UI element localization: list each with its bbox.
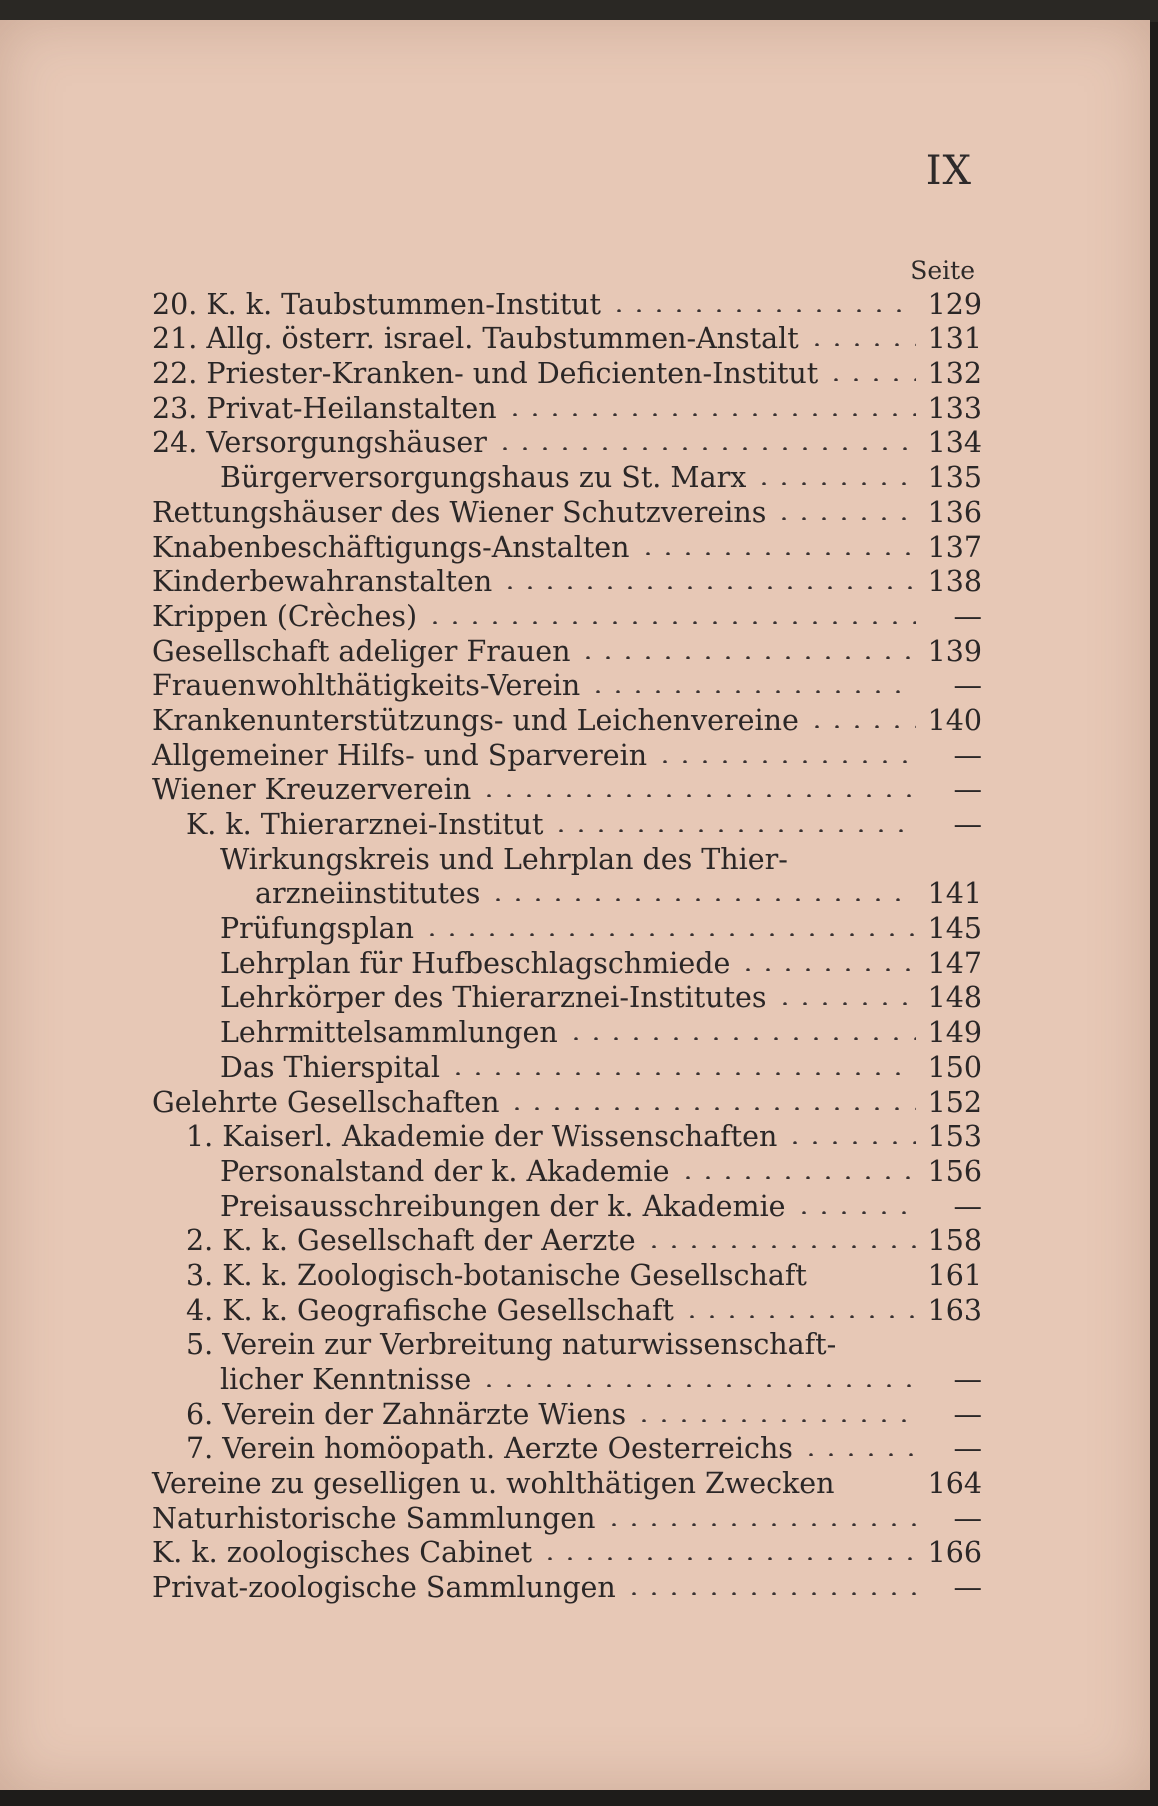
dot-leader	[796, 864, 916, 867]
toc-entry-page: 139	[927, 634, 982, 668]
dot-leader	[422, 933, 916, 936]
dot-leader	[507, 1107, 916, 1110]
toc-entry	[152, 702, 982, 737]
toc-entry-page: 166	[927, 1536, 982, 1570]
dot-leader	[578, 656, 916, 659]
dot-leader	[609, 309, 916, 312]
toc-entry-label: Krankenunterstützungs- und Leichenvereine	[152, 703, 799, 737]
toc-entry-page: —	[953, 669, 982, 703]
toc-entry-label: 20. K. k. Taubstummen-Institut	[152, 287, 601, 321]
toc-entry-label: Knabenbeschäftigungs-Anstalten	[152, 530, 630, 564]
dot-leader	[604, 1523, 916, 1526]
toc-entry	[152, 945, 982, 980]
toc-entry-page: 149	[927, 1016, 982, 1050]
page-column-header: Seite	[910, 256, 975, 285]
toc-entry	[152, 564, 982, 599]
toc-entry-label: Preisausschreibungen der k. Akademie	[220, 1189, 786, 1223]
toc-entry-label: 22. Priester-Kranken- und Deficienten-Institut	[152, 357, 819, 391]
toc-entry-page: 135	[927, 461, 982, 495]
dot-leader	[815, 1280, 916, 1283]
toc-entry-label: 21. Allg. österr. israel. Taubstummen-Anstalt	[152, 322, 799, 356]
toc-entry-page: —	[953, 773, 982, 807]
toc-entry	[152, 1119, 982, 1154]
dot-leader	[655, 760, 916, 763]
toc-entry	[152, 1500, 982, 1535]
toc-entry-label: Bürgerversorgungshaus zu St. Marx	[220, 461, 747, 495]
dot-leader	[775, 1002, 916, 1005]
dot-leader	[488, 898, 916, 901]
toc-entry	[152, 1257, 982, 1292]
toc-entry-label: 1. Kaiserl. Akademie der Wissenschaften	[186, 1120, 778, 1154]
toc-entry-page: 141	[927, 877, 982, 911]
toc-entry-page: —	[953, 808, 982, 841]
toc-entry-page: 156	[927, 1154, 982, 1188]
toc-entry	[152, 286, 982, 321]
toc-entry-page: 147	[927, 946, 982, 980]
toc-entry-label: Wirkungskreis und Lehrplan des Thier-	[220, 842, 788, 876]
toc-entry	[152, 910, 982, 945]
toc-entry-page: —	[953, 1397, 982, 1431]
dot-leader	[807, 725, 916, 728]
toc-entry-label: 7. Verein homöopath. Aerzte Oesterreichs	[186, 1432, 793, 1466]
toc-entry-page: 137	[927, 530, 982, 564]
toc-entry	[152, 772, 982, 807]
toc-entry-page: —	[953, 1432, 982, 1466]
dot-leader	[505, 413, 916, 416]
dot-leader	[448, 1072, 916, 1075]
toc-entry	[152, 459, 982, 494]
toc-entry	[152, 737, 982, 772]
dot-leader	[754, 482, 916, 485]
toc-entry-label: 6. Verein der Zahnärzte Wiens	[186, 1397, 627, 1431]
toc-entry-page: 145	[927, 912, 982, 946]
toc-entry-label: K. k. Thierarznei-Institut	[186, 808, 544, 841]
toc-entry	[152, 841, 982, 876]
toc-entry	[152, 1292, 982, 1327]
toc-entry-label: 5. Verein zur Verbreitung naturwissenschaft-	[186, 1328, 837, 1362]
toc-entry-page: 161	[927, 1258, 982, 1292]
toc-entry-page: 150	[927, 1050, 982, 1084]
dot-leader	[425, 621, 916, 624]
toc-entry	[152, 1569, 982, 1604]
toc-entry	[152, 806, 982, 841]
toc-entry	[152, 1049, 982, 1084]
table-of-contents	[152, 286, 982, 1604]
toc-entry-page: —	[953, 738, 982, 772]
toc-entry	[152, 1535, 982, 1570]
dot-leader	[624, 1592, 916, 1595]
dot-leader	[844, 1349, 916, 1352]
toc-entry	[152, 598, 982, 633]
toc-entry-page: 140	[927, 703, 982, 737]
toc-entry-label: Frauenwohlthätigkeits-Verein	[152, 669, 581, 703]
dot-leader	[588, 690, 916, 693]
toc-entry-label: Lehrplan für Hufbeschlagschmiede	[220, 946, 731, 980]
toc-entry-page: 129	[927, 287, 982, 321]
toc-entry-label: arzneiinstitutes	[255, 877, 481, 911]
toc-entry-page: 138	[927, 565, 982, 599]
toc-entry-page: 134	[927, 426, 982, 460]
page-number: IX	[925, 148, 972, 194]
book-top-edge	[0, 0, 1158, 22]
toc-entry	[152, 668, 982, 703]
toc-entry	[152, 1188, 982, 1223]
toc-entry	[152, 633, 982, 668]
toc-entry-label: Das Thierspital	[220, 1050, 441, 1084]
dot-leader	[738, 968, 916, 971]
toc-entry-label: Rettungshäuser des Wiener Schutzvereins	[152, 495, 767, 529]
dot-leader	[540, 1557, 916, 1560]
toc-entry-page: 132	[927, 357, 982, 391]
toc-entry-label: 23. Privat-Heilanstalten	[152, 391, 497, 425]
toc-entry	[152, 494, 982, 529]
toc-entry-page: —	[953, 1571, 982, 1605]
toc-entry-label: 3. K. k. Zoologisch-botanische Gesellschaft	[186, 1258, 807, 1292]
toc-entry-label: Krippen (Crèches)	[152, 599, 418, 633]
toc-entry	[152, 1084, 982, 1119]
toc-entry	[152, 1361, 982, 1396]
toc-entry-label: Privat-zoologische Sammlungen	[152, 1571, 616, 1605]
dot-leader	[644, 1245, 916, 1248]
toc-entry	[152, 876, 982, 911]
dot-leader	[785, 1141, 916, 1144]
toc-entry-page: —	[953, 1189, 982, 1223]
toc-entry	[152, 1014, 982, 1049]
toc-entry-page: 164	[927, 1467, 982, 1501]
toc-entry-label: Naturhistorische Sammlungen	[152, 1501, 596, 1535]
dot-leader	[634, 1419, 916, 1422]
toc-entry-label: 2. K. k. Gesellschaft der Aerzte	[186, 1224, 636, 1258]
toc-entry	[152, 1153, 982, 1188]
toc-entry	[152, 1223, 982, 1258]
toc-entry	[152, 1396, 982, 1431]
toc-entry-label: Lehrmittelsammlungen	[220, 1016, 558, 1050]
toc-entry-label: Personalstand der k. Akademie	[220, 1154, 670, 1188]
toc-entry-label: Gesellschaft adeliger Frauen	[152, 634, 571, 668]
dot-leader	[500, 586, 916, 589]
dot-leader	[479, 1384, 916, 1387]
dot-leader	[566, 1037, 916, 1040]
toc-entry-page: 133	[927, 391, 982, 425]
toc-entry-label: K. k. zoologisches Cabinet	[152, 1536, 533, 1570]
dot-leader	[826, 378, 916, 381]
toc-entry-label: Kinderbewahranstalten	[152, 565, 493, 599]
dot-leader	[774, 517, 916, 520]
toc-entry-page: —	[953, 1501, 982, 1535]
toc-entry	[152, 390, 982, 425]
toc-entry-label: Lehrkörper des Thierarznei-Institutes	[220, 981, 767, 1015]
dot-leader	[678, 1176, 916, 1179]
dot-leader	[794, 1211, 916, 1214]
toc-entry-page: 158	[927, 1224, 982, 1258]
toc-entry	[152, 321, 982, 356]
toc-entry-page: 153	[927, 1120, 982, 1154]
toc-entry-page: 163	[927, 1293, 982, 1327]
toc-entry	[152, 425, 982, 460]
toc-entry-page: —	[953, 1363, 982, 1396]
toc-entry	[152, 1327, 982, 1362]
toc-entry-page: —	[953, 599, 982, 633]
toc-entry-page: 131	[927, 322, 982, 356]
toc-entry-label: Wiener Kreuzerverein	[152, 773, 472, 807]
toc-entry-label: 24. Versorgungshäuser	[152, 426, 487, 460]
toc-entry	[152, 1431, 982, 1466]
toc-entry-page: 148	[927, 981, 982, 1015]
dot-leader	[682, 1315, 916, 1318]
dot-leader	[801, 1453, 916, 1456]
toc-entry-page: 152	[927, 1085, 982, 1119]
toc-entry-label: Prüfungsplan	[220, 912, 414, 946]
dot-leader	[843, 1488, 916, 1491]
dot-leader	[479, 794, 916, 797]
toc-entry-page: 136	[927, 495, 982, 529]
toc-entry-label: licher Kenntnisse	[220, 1363, 472, 1396]
toc-entry-label: 4. K. k. Geografische Gesellschaft	[186, 1293, 674, 1327]
toc-entry-label: Vereine zu geselligen u. wohlthätigen Zwecken	[152, 1467, 835, 1501]
toc-entry	[152, 529, 982, 564]
toc-entry	[152, 980, 982, 1015]
toc-entry	[152, 1465, 982, 1500]
dot-leader	[551, 829, 916, 832]
dot-leader	[638, 552, 916, 555]
dot-leader	[495, 447, 916, 450]
toc-entry-label: Allgemeiner Hilfs- und Sparverein	[152, 738, 648, 772]
dot-leader	[807, 343, 916, 346]
toc-entry-label: Gelehrte Gesellschaften	[152, 1085, 500, 1119]
toc-entry	[152, 355, 982, 390]
book-page	[0, 20, 1150, 1790]
